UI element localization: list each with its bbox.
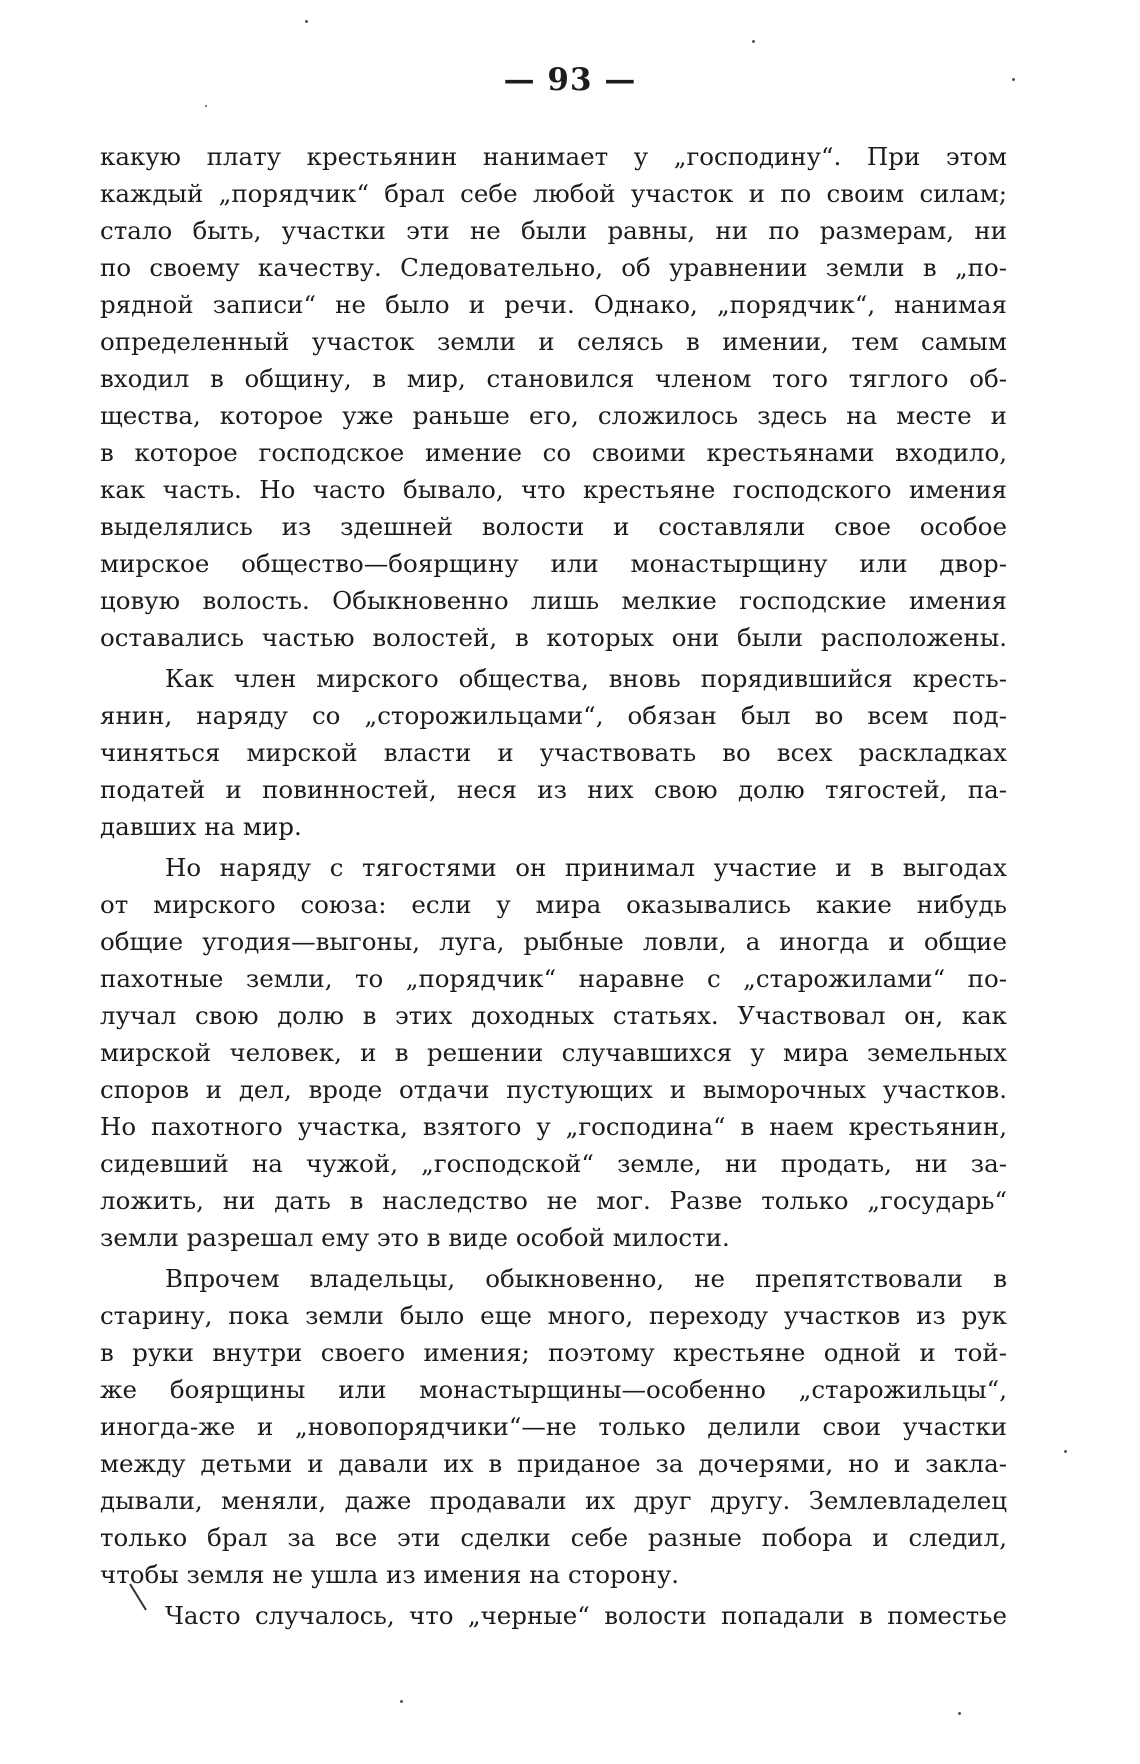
scan-speck (305, 20, 308, 23)
scan-speck (958, 1712, 961, 1715)
paragraph-3 (100, 849, 1007, 1256)
text-line: старину, пока земли было еще много, переходу участков из рук (100, 1301, 1007, 1330)
text-line: земли разрешал ему это в виде особой милости. (100, 1223, 730, 1252)
text-line: пахотные земли, то „порядчик“ наравне с „старожилами“ по- (100, 964, 1007, 993)
text-line: цовую волость. Обыкновенно лишь мелкие господские имения (100, 586, 1007, 615)
text-line: давших на мир. (100, 812, 302, 841)
text-line: мирской человек, и в решении случавшихся у мира земельных (100, 1038, 1007, 1067)
text-line: ложить, ни дать в наследство не мог. Разве только „государь“ (100, 1186, 1007, 1215)
text-line: от мирского союза: если у мира оказывались какие нибудь (100, 890, 1007, 919)
text-line: дывали, меняли, даже продавали их друг другу. Землевладелец (100, 1486, 1007, 1515)
text-line: янин, наряду со „сторожильцами“, обязан был во всем под- (100, 701, 1007, 730)
scan-speck (205, 105, 207, 107)
text-line: по своему качеству. Следовательно, об уравнении земли в „по- (100, 253, 1007, 282)
text-line: чиняться мирской власти и участвовать во всех раскладках (100, 738, 1007, 767)
text-line: щества, которое уже раньше его, сложилось здесь на месте и (100, 401, 1007, 430)
text-line: оставались частью волостей, в которых они были расположены. (100, 623, 1007, 652)
text-line: лучал свою долю в этих доходных статьях. Участвовал он, как (100, 1001, 1007, 1030)
text-line: определенный участок земли и селясь в имении, тем самым (100, 327, 1007, 356)
text-line: рядной записи“ не было и речи. Однако, „порядчик“, нанимая (100, 290, 1007, 319)
text-line: какую плату крестьянин нанимает у „господину“. При этом (100, 142, 1007, 171)
scan-speck (400, 1700, 403, 1703)
paragraph-1 (100, 138, 1007, 656)
text-line: Но пахотного участка, взятого у „господина“ в наем крестьянин, (100, 1112, 1007, 1141)
scan-speck (1064, 1450, 1067, 1453)
text-line: общие угодия—выгоны, луга, рыбные ловли, а иногда и общие (100, 927, 1007, 956)
text-line: мирское общество—боярщину или монастырщину или двор- (100, 549, 1007, 578)
text-line: между детьми и давали их в приданое за дочерями, но и закла- (100, 1449, 1007, 1478)
text-line: как часть. Но часто бывало, что крестьяне господского имения (100, 475, 1007, 504)
page-number: — 93 — (503, 62, 637, 98)
text-line: иногда-же и „новопорядчики“—не только делили свои участки (100, 1412, 1007, 1441)
text-line: Часто случалось, что „черные“ волости попадали в поместье (165, 1601, 1007, 1630)
text-line: Но наряду с тягостями он принимал участие и в выгодах (165, 853, 1007, 882)
text-line: стало быть, участки эти не были равны, ни по размерам, ни (100, 216, 1007, 245)
text-line: же боярщины или монастырщины—особенно „старожильцы“, (100, 1375, 1007, 1404)
text-line: Как член мирского общества, вновь порядившийся кресть- (165, 664, 1007, 693)
text-line: споров и дел, вроде отдачи пустующих и выморочных участков. (100, 1075, 1007, 1104)
text-line: только брал за все эти сделки себе разные побора и следил, (100, 1523, 1007, 1552)
text-line: чтобы земля не ушла из имения на сторону. (100, 1560, 680, 1589)
margin-pencil-mark (128, 1582, 148, 1612)
scan-speck (752, 40, 755, 43)
text-line: входил в общину, в мир, становился членом того тяглого об- (100, 364, 1007, 393)
paragraph-2 (100, 660, 1007, 845)
text-line: Впрочем владельцы, обыкновенно, не препятствовали в (165, 1264, 1007, 1293)
text-line: каждый „порядчик“ брал себе любой участок и по своим силам; (100, 179, 1007, 208)
paragraph-4 (100, 1260, 1007, 1593)
paragraph-5 (100, 1597, 1007, 1634)
text-line: податей и повинностей, неся из них свою долю тягостей, па- (100, 775, 1007, 804)
scan-speck (1012, 78, 1015, 81)
text-line: в руки внутри своего имения; поэтому крестьяне одной и той- (100, 1338, 1007, 1367)
text-line: выделялись из здешней волости и составляли свое особое (100, 512, 1007, 541)
text-line: сидевший на чужой, „господской“ земле, ни продать, ни за- (100, 1149, 1007, 1178)
text-line: в которое господское имение со своими крестьянами входило, (100, 438, 1007, 467)
body-text (100, 138, 1007, 1634)
